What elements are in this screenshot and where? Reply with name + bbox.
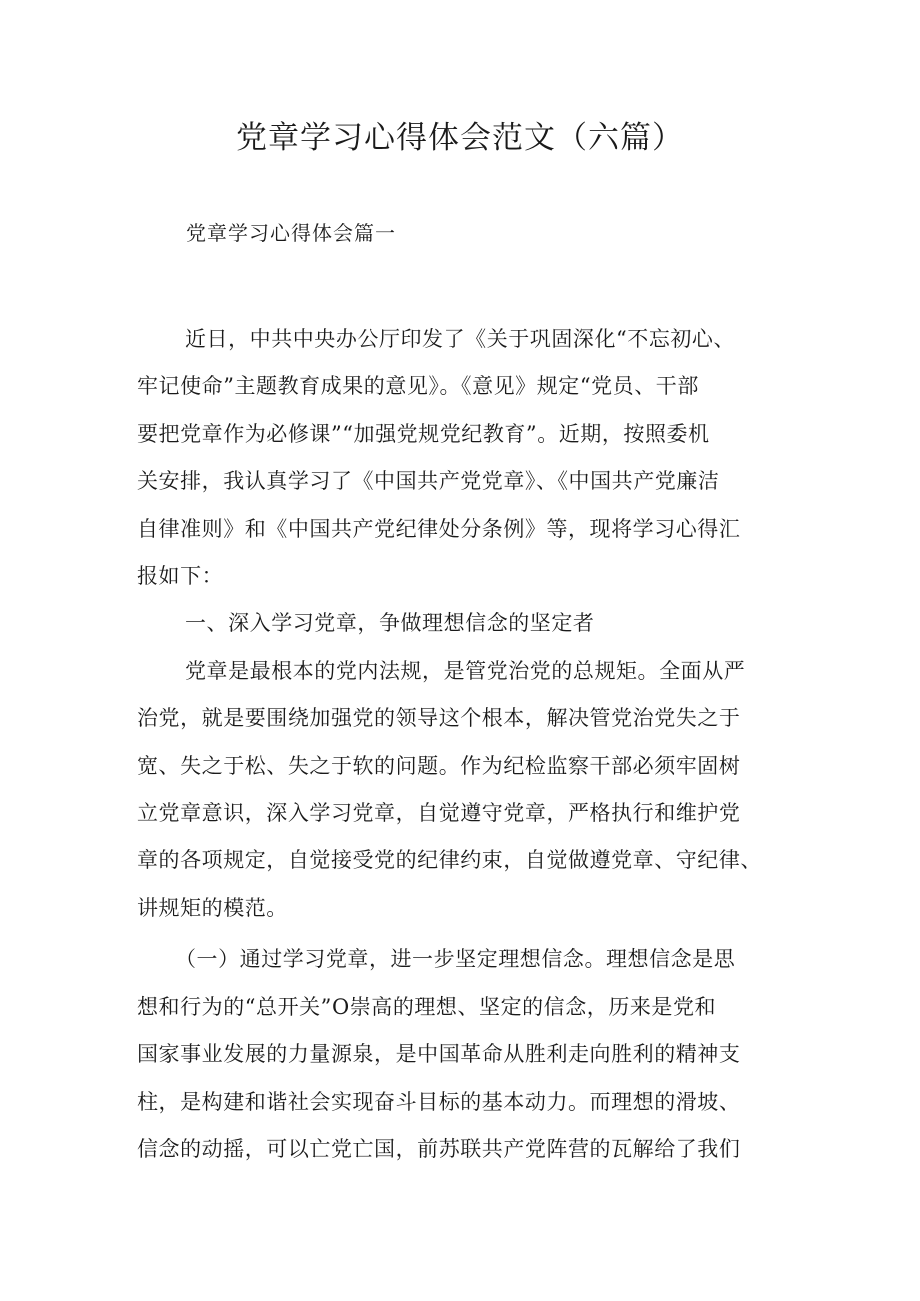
text-line: 报如下： [137,564,224,589]
text-line: 宽、失之于松、失之于软的问题。作为纪检监察干部必须牢固树 [137,753,741,778]
paragraph-ideals-beliefs [137,936,797,1173]
text-line: 关安排，我认真学习了《中国共产党党章》、《中国共产党廉洁 [137,469,720,494]
text-line: 党章是最根本的党内法规，是管党治党的总规矩。全面从严 [185,658,746,683]
document-title: 党章学习心得体会范文（六篇） [236,120,684,156]
text-line: （一）通过学习党章，进一步坚定理想信念。理想信念是思 [175,947,736,972]
text-line: 信念的动摇，可以亡党亡国，前苏联共产党阵营的瓦解给了我们 [137,1136,741,1161]
paragraph-intro [137,316,797,600]
text-line: 立党章意识，深入学习党章，自觉遵守党章，严格执行和维护党 [137,801,741,826]
paragraph-party-constitution [137,648,797,932]
text-line: 自律准则》和《中国共产党纪律处分条例》等，现将学习心得汇 [137,516,741,541]
text-line: 想和行为的“总开关”O崇高的理想、坚定的信念，历来是党和 [137,994,717,1019]
text-line: 章的各项规定，自觉接受党的纪律约束，自觉做遵党章、守纪律、 [137,848,762,873]
text-line: 国家事业发展的力量源泉，是中国革命从胜利走向胜利的精神支 [137,1042,741,1067]
document-body [137,316,797,1173]
text-line: 治党，就是要围绕加强党的领导这个根本，解决管党治党失之于 [137,706,741,731]
text-line: 要把党章作为必修课”“加强党规党纪教育”。近期，按照委机 [137,421,710,446]
text-line: 牢记使命”主题教育成果的意见》。《意见》规定“党员、干部 [137,374,699,399]
text-line: 讲规矩的模范。 [137,895,288,920]
section-heading-1 [137,600,797,647]
section-subtitle: 党章学习心得体会篇一 [186,221,396,245]
text-line: 近日，中共中央办公厅印发了《关于巩固深化“不忘初心、 [185,327,736,351]
text-line: 一、深入学习党章，争做理想信念的坚定者 [185,611,595,636]
text-line: 柱，是构建和谐社会实现奋斗目标的基本动力。而理想的滑坡、 [137,1089,741,1114]
